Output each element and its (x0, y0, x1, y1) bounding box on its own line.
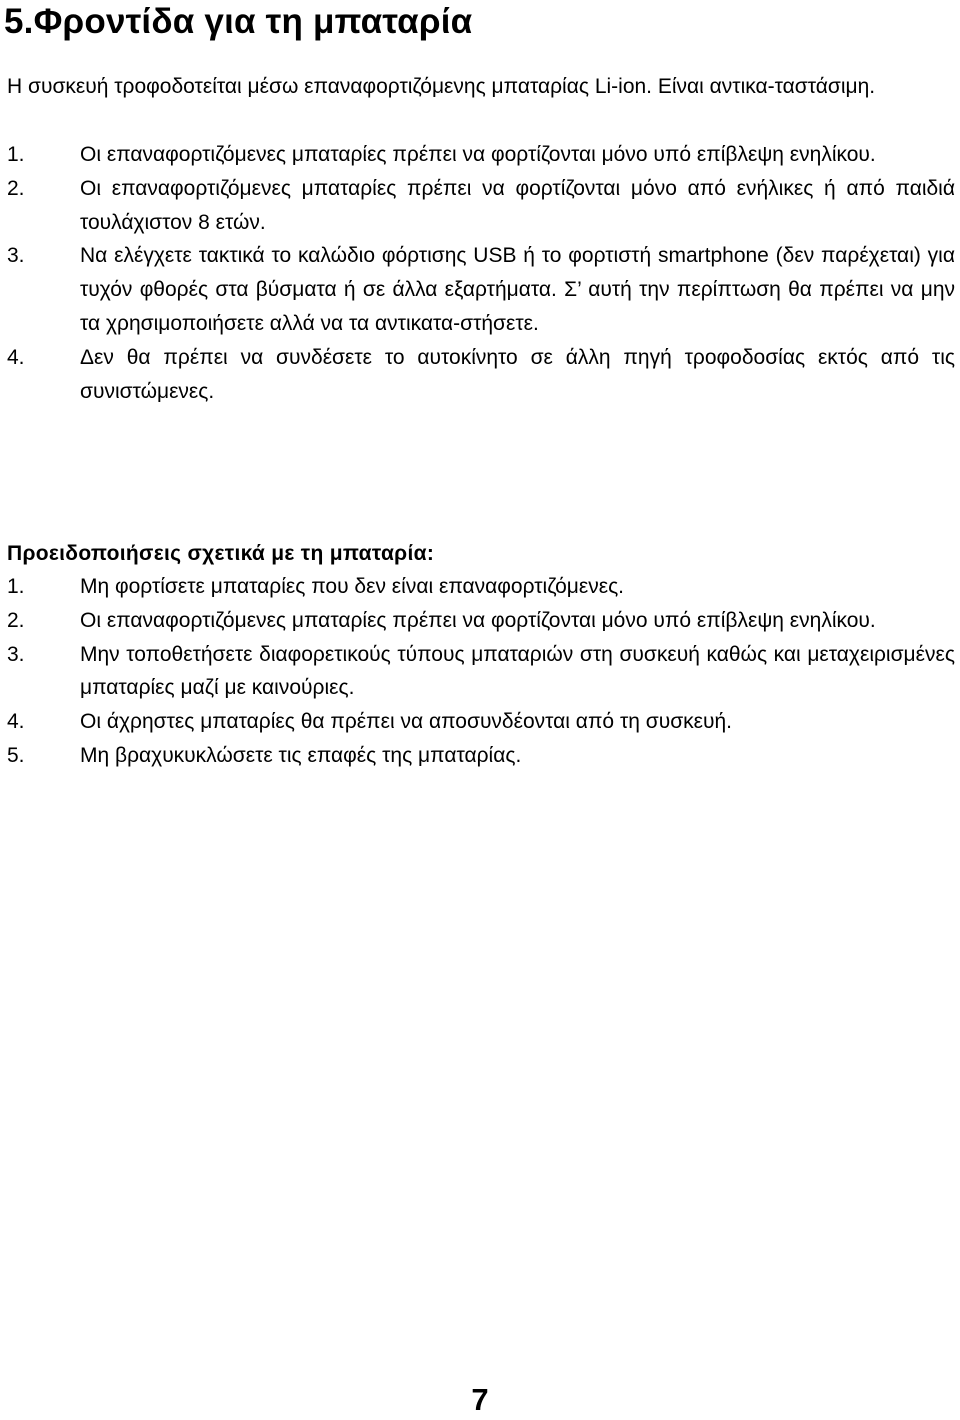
list-item (7, 604, 955, 638)
intro-paragraph: Η συσκευή τροφοδοτείται μέσω επαναφορτιζόμενης μπαταρίας Li-ion. Είναι αντικα-ταστάσιμη. (7, 75, 876, 98)
list-item-number: 1. (7, 143, 25, 166)
list-item-number: 3. (7, 244, 25, 268)
list-item-text: Οι άχρηστες μπαταρίες θα πρέπει να αποσυνδέονται από τη συσκευή. (80, 710, 733, 734)
list-item-text: Οι επαναφορτιζόμενες μπαταρίες πρέπει να φορτίζονται μόνο υπό επίβλεψη ενηλίκου. (80, 608, 876, 632)
warnings-heading: Προειδοποιήσεις σχετικά με τη μπαταρία: (7, 542, 435, 565)
battery-warnings-list (7, 570, 955, 773)
list-item-number: 4. (7, 345, 25, 369)
page-number: 7 (471, 1382, 489, 1417)
list-item (7, 138, 955, 172)
list-item (7, 638, 955, 706)
list-item-number: 2. (7, 608, 25, 632)
list-item-number: 2. (7, 176, 25, 200)
list-item-text: Οι επαναφορτιζόμενες μπαταρίες πρέπει να φορτίζονται μόνο από ενήλικες ή από παιδιά τουλάχιστον 8 ετών. (80, 176, 955, 234)
list-item (7, 341, 955, 409)
list-item-number: 1. (7, 575, 25, 598)
list-item-number: 5. (7, 743, 25, 767)
battery-care-list (7, 138, 955, 408)
section-title: 5.Φροντίδα για τη μπαταρία (4, 2, 473, 41)
list-item (7, 239, 955, 340)
list-item (7, 570, 955, 604)
list-item (7, 172, 955, 240)
list-item-number: 3. (7, 642, 25, 666)
list-item-text: Μη βραχυκυκλώσετε τις επαφές της μπαταρίας. (80, 743, 522, 767)
list-item-text: Να ελέγχετε τακτικά το καλώδιο φόρτισης USB ή το φορτιστή smartphone (δεν παρέχεται) για τυχόν φθορές στα βύσματα ή σε άλλα εξαρτήματα. Σ’ αυτή την περίπτωση θα πρέπει να μην τα χρησιμοποιήσετε αλλά να τα αντικατα-στήσετε. (80, 244, 955, 335)
list-item (7, 739, 955, 773)
list-item (7, 705, 955, 739)
list-item-text: Δεν θα πρέπει να συνδέσετε το αυτοκίνητο σε άλλη πηγή τροφοδοσίας εκτός από τις συνιστώμενες. (80, 345, 955, 403)
list-item-number: 4. (7, 710, 25, 734)
list-item-text: Μην τοποθετήσετε διαφορετικούς τύπους μπαταριών στη συσκευή καθώς και μεταχειρισμένες μπαταρίες μαζί με καινούριες. (80, 642, 955, 700)
list-item-text: Μη φορτίσετε μπαταρίες που δεν είναι επαναφορτιζόμενες. (80, 575, 625, 598)
list-item-text: Οι επαναφορτιζόμενες μπαταρίες πρέπει να φορτίζονται μόνο υπό επίβλεψη ενηλίκου. (80, 143, 876, 166)
